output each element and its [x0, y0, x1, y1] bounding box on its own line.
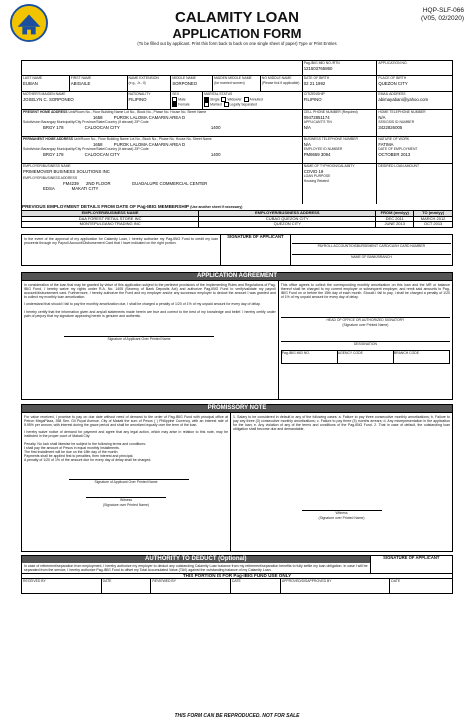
mid-number-field[interactable]: Pag-IBIG MID NO./RTN 121503765860: [303, 61, 378, 75]
mothers-maiden-name-field[interactable]: MOTHER'S MAIDEN NAME JOSELYN C. SORPONEO: [22, 92, 128, 109]
application-agreement-banner: APPLICATION AGREEMENT: [21, 272, 453, 281]
agreement-section: In consideration of the loan that may be granted by virtue of this application subject to the pertinent provisions of the Implementing Rules and Regulations of Pag-IBIG Fund, I hereby waive my rights under R.A. No. 1405 (Secrecy of Bank Deposits Act) and authorize Pag-IBIG Fund to verify/validate my payroll account/disbursement card. Furthermore, I hereby authorize the Fund and my employer and/or any successor employer to deduct the amount I was granted and to collect my monthly loan amortization. I understand that should I fail to pay the monthly amortization due, I shall be charged a penalty of 1/20 of 1% of my unpaid amount for every day of delay. I hereby certify that the information given and any/all statements made herein are true and correct to the best of my knowledge and belief. I hereby certify under pain of perjury that my signature appearing herein is genuine and authentic. Signature of Applicant Over Printed Name This office agrees to collect the corresponding monthly amortization on this loan and the MR or balance thereof shall be charged to my current employer or subsequent employer, and remit said amounts to Pag-IBIG Fund on or before the 15th day of each month. Should I fail to pay, I shall be charged a penalty of 1/20 of 1% of my unpaid amount for every day of delay. HEAD OF OFFICE OR AUTHORIZED SIGNATORY (Signature over Printed Name) DESIGNATION Pag-IBIG MID NO. AGENCY CODE BRANCH CODE: [21, 281, 453, 400]
prev-emp-address-header: EMPLOYER/BUSINESS ADDRESS: [199, 211, 376, 216]
promissory-applicant-signature-line[interactable]: [69, 471, 189, 480]
table-row[interactable]: DAA FOREST RETAIL STORE INC CUBAO QUEZON CITY DEC 2011 MARCH 2012: [22, 216, 452, 222]
authority-text: In case of retirement/separation from employment, I hereby authorize my employer to deduct any outstanding Calamity Loan balance from my retirement/separation benefits to fully settle my loan obligation. In case I will be separated from the service, I hereby authorize Pag-IBIG Fund to offset my Total Accumulated Value (TAV) against the outstanding balance of my Calamity Loan.: [24, 563, 368, 572]
marital-status-field: MARITAL STATUS Single Widow/er Annulled Married Legally Separated: [203, 92, 303, 109]
promissory-item-2: The first installment will be due on the 15th day of the month.: [24, 449, 119, 454]
agency-code-field[interactable]: AGENCY CODE: [338, 350, 394, 364]
form-header: [0, 0, 474, 58]
no-middle-name-checkbox[interactable]: NO MIDDLE NAME (Please tick if applicable): [261, 76, 303, 91]
form-code: [421, 7, 464, 23]
name-extension-field[interactable]: NAME EXTENSION (e.g., Jr., II): [128, 76, 172, 91]
payroll-account-field[interactable]: [292, 235, 451, 244]
status-legally-separated-checkbox[interactable]: [224, 102, 229, 107]
sex-field: SEX Male Female: [171, 92, 203, 109]
witness-2-signature[interactable]: Witness (Signature over Printed Name): [302, 505, 382, 520]
agreement-paragraph-2: I understand that should I fail to pay the monthly amortization due, I shall be charged a penalty of 1/20 of 1% of my unpaid amount for every day of delay.: [24, 302, 261, 307]
agreement-applicant-signature-line[interactable]: [64, 328, 214, 337]
application-number-field[interactable]: APPLICATION NO.: [378, 61, 408, 65]
form-title-line1: CALAMITY LOAN: [175, 9, 299, 26]
form-title-line2: APPLICATION FORM: [172, 26, 302, 41]
fund-use-title: THIS PORTION IS FOR Pag-IBIG FUND USE ONLY: [22, 574, 452, 580]
prev-emp-from-header: FROM (mm/yy): [376, 211, 414, 216]
applicant-signature-box[interactable]: SIGNATURE OF APPLICANT: [221, 235, 291, 265]
promissory-item-4: A penalty of 1/20 of 1% of the amount due for every day of delay shall be charged.: [24, 458, 152, 463]
prev-emp-to-header: TO (mm/yy): [422, 211, 445, 215]
promissory-paragraph-1: For value received, I promise to pay on due date without need of demand to the order of Pag-IBIG Fund with principal office at Petron MegaPlaza, 358 Sen. Gil Puyat Avenue, City of Makati the sum of Pesos ( ) Philippine Currency, with an interest rate of 5.95% per annum, with interest during the grace period and shall be amortized equally over the term of the loan.: [24, 414, 229, 427]
promissory-paragraph-3: Penalty. No lock shall likewise be subject to the following terms and conditions:: [24, 441, 146, 446]
loan-purpose-field[interactable]: LOAN PURPOSE Housing Related: [303, 174, 331, 183]
citizenship-field[interactable]: CITIZENSHIP FILIPINO: [303, 92, 378, 109]
agreement-paragraph-3: I hereby certify that the information given and any/all statements made herein are true and correct to the best of my knowledge and belief. I hereby certify under pain of perjury that my signature appearing herein is genuine and authentic.: [24, 309, 276, 318]
place-of-birth-field[interactable]: PLACE OF BIRTH QUEZON CITY: [378, 76, 408, 86]
promissory-right-text: 1. Salary to be considered in default in any of the following cases: a. Failure to pay three consecutive monthly amortizations; b. Failure to pay any three (3) consecutive monthly amortizations; c. Failure to pay three (3) months arrears; d. Any misrepresentation in the application for the loan; e. Any violation of any of the terms and conditions of the Pag-IBIG Fund. 2. That in case of default, the outstanding loan obligation shall become due and demandable.: [233, 414, 450, 432]
designation-field[interactable]: [281, 333, 450, 342]
promissory-paragraph-2: I hereby waive notice of demand for payment and agree that any legal action, which may arise in relation to this note, may be instituted in the proper court of Makati City.: [24, 430, 229, 439]
received-by-field[interactable]: RECEIVED BY: [22, 579, 102, 593]
approved-date-field[interactable]: DATE: [391, 579, 401, 584]
form-version: (V05, 02/2020): [420, 15, 464, 22]
status-annulled-checkbox[interactable]: [244, 97, 249, 102]
date-of-employment-field[interactable]: DATE OF EMPLOYMENT OCTOBER 2013: [378, 147, 418, 157]
table-row[interactable]: MONTEPULGANO TRADING INC QUEZON CITY JUNE 2013 OCT 2013: [22, 221, 452, 227]
previous-employment-section: PREVIOUS EMPLOYMENT DETAILS FROM DATE OF Pag-IBIG MEMBERSHIP (Use another sheet if necessary) EMPLOYER/BUSINESS NAME EMPLOYER/BUSINESS ADDRESS FROM (mm/yy) TO (mm/yy) DAA FOREST RETAIL STORE INC CUBAO QUEZON CITY DEC 2011 MARCH 2012 MONTEPULGANO TRADING INC QUEZON CITY JUNE 2013 OCT 2013: [21, 204, 453, 228]
email-address-field[interactable]: EMAIL ADDRESS abimayabani@yahoo.com: [378, 92, 429, 102]
branch-code-field[interactable]: BRANCH CODE: [394, 350, 450, 364]
authority-section: [21, 555, 453, 574]
fund-use-section: [21, 574, 453, 595]
authorization-text: In the event of the approval of my application for Calamity Loan, I hereby authorize my Pag-IBIG Fund to credit my loan proceeds through my Payroll Account/Disbursement Card that I have indicated on the right portion.: [22, 235, 221, 265]
employer-address-field[interactable]: EMPLOYER/BUSINESS ADDRESS FM4239 2ND FLOOR GUADALUPE COMMERCIAL CENTER EDSA MAKATI CITY: [23, 176, 208, 191]
form-code-number: HQP-SLF-066: [422, 7, 464, 14]
promissory-section: For value received, I promise to pay on due date without need of demand to the order of Pag-IBIG Fund with principal office at Petron MegaPlaza, 358 Sen. Gil Puyat Avenue, City of Makati the sum of Pesos ( ) Philippine Currency, with an interest rate of 5.95% per annum, with interest during the grace period and shall be amortized equally over the term of the loan. I hereby waive notice of demand for payment and agree that any legal action, which may arise in relation to this note, may be instituted in the proper court of Makati City. Penalty. No lock shall likewise be subject to the following terms and conditions: I shall pay the amount of Pesos in equal monthly installments. The first installment will be due on the 15th day of the month. Payments shall be applied first to penalties, then interest and principal. A penalty of 1/20 of 1% of the amount due for every day of delay shall be charged. Signature of Applicant Over Printed Name Witness (Signature over Printed Name) 1. Salary to be considered in default in any of the following cases: a. Failure to pay three consecutive monthly amortizations; b. Failure to pay any three (3) consecutive monthly amortizations; c. Failure to pay three (3) months arrears; d. Any misrepresentation in the application for the loan; e. Any violation of any of the terms and conditions of the Pag-IBIG Fund. 2. That in case of default, the outstanding loan obligation shall become due and demandable. Witness (Signature over Printed Name): [21, 413, 453, 552]
agreement-right-text: This office agrees to collect the corresponding monthly amortization on this loan and the MR or balance thereof shall be charged to my current employer or subsequent employer, and remit said amounts to Pag-IBIG Fund on or before the 15th day of each month. Should I fail to pay, I shall be charged a penalty of 1/20 of 1% of my unpaid amount for every day of delay.: [280, 282, 450, 300]
sss-gsis-field[interactable]: SSS/GSIS ID NUMBER 3422826005: [378, 120, 415, 130]
bank-branch-field[interactable]: [292, 248, 451, 255]
permanent-home-address-field[interactable]: PERMANENT HOME ADDRESS Unit/Room No., Floor Building Name Lot No., Block No., Phase No. House No. Street Name 1658 PUROK LALOMA CAMARIN AREA D Subdivision Barangay Municipality/City Province/State/Country (if abroad) ZIP Code BRGY 178 CALOOCAN CITY 1400: [22, 137, 303, 163]
promissory-note-banner: PROMISSORY NOTE: [21, 404, 453, 413]
applicant-tin-field[interactable]: APPLICANT'S TIN N/A: [303, 120, 332, 130]
promissory-item-3: Payments shall be applied first to penalties, then interest and principal.: [24, 454, 134, 459]
middle-name-field[interactable]: MIDDLE NAME SORPONEO: [171, 76, 213, 91]
promissory-item-1: I shall pay the amount of Pesos in equal monthly installments.: [24, 445, 120, 450]
typhoon-calamity-field[interactable]: NAME OF TYPHOON/CALAMITY COVID 19: [303, 164, 355, 174]
witness-1-signature[interactable]: Witness (Signature over Printed Name): [86, 492, 166, 507]
form-body: [21, 60, 453, 594]
first-name-field[interactable]: FIRST NAME ABIGAILE: [70, 76, 128, 91]
reviewed-by-field[interactable]: REVIEWED BY: [151, 579, 231, 593]
head-of-office-signature-line[interactable]: [281, 309, 450, 318]
cell-phone-field[interactable]: CELL PHONE NUMBER (Required) 09472851174: [303, 110, 358, 120]
employer-name-field[interactable]: EMPLOYER/BUSINESS NAME PRIMEMOVER BUSINESS SOLUTIONS INC: [23, 164, 110, 174]
agreement-mid-field[interactable]: Pag-IBIG MID NO.: [281, 350, 338, 364]
agreement-paragraph-1: In consideration of the loan that may be granted by virtue of this application subject to the pertinent provisions of the Implementing Rules and Regulations of Pag-IBIG Fund, I hereby waive my rights under R.A. No. 1405 (Secrecy of Bank Deposits Act) and authorize Pag-IBIG Fund to verify/validate my payroll account/disbursement card. Furthermore, I hereby authorize the Fund and my employer and/or any successor employer to deduct the amount I was granted and to collect my monthly loan amortization.: [24, 282, 276, 300]
nationality-field[interactable]: NATIONALITY FILIPINO: [128, 92, 172, 109]
nature-of-work-field[interactable]: NATURE OF WORK FATIMA: [378, 137, 410, 147]
home-telephone-field[interactable]: HOME TELEPHONE NUMBER N/A: [378, 110, 426, 120]
status-married-checkbox[interactable]: [204, 102, 209, 107]
form-instructions: (To be filled out by applicant. Print this form back to back on one single sheet of paper) Type or Print Entries: [137, 41, 337, 46]
approved-by-field[interactable]: APPROVED/DISAPPROVED BY: [281, 579, 390, 593]
present-home-address-field[interactable]: PRESENT HOME ADDRESS Unit/Room No., Floor Building Name Lot No., Block No., Phase No. House No. Street Name 1658 PUROK LALOMA CAMARIN AREA D Subdivision Barangay Municipality/City Province/State/Country (if abroad) ZIP Code BRGY 178 CALOOCAN CITY 1400: [22, 110, 303, 136]
prev-emp-name-header: EMPLOYER/BUSINESS NAME: [22, 211, 199, 216]
reviewed-date-field[interactable]: DATE: [231, 579, 281, 593]
business-telephone-field[interactable]: BUSINESS TELEPHONE NUMBER N/A: [303, 137, 358, 147]
maiden-middle-name-field[interactable]: MAIDEN MIDDLE NAME (for married women): [213, 76, 261, 91]
received-date-field[interactable]: DATE: [102, 579, 152, 593]
authorization-section: In the event of the approval of my application for Calamity Loan, I hereby authorize my Pag-IBIG Fund to credit my loan proceeds through my Payroll Account/Disbursement Card that I have indicated on the right portion. SIGNATURE OF APPLICANT PAYROLL ACCOUNT/DISBURSEMENT CARD/CASH CARD NUMBER NAME OF BANK/BRANCH: [21, 234, 453, 266]
desired-loan-amount-field[interactable]: DESIRED LOAN AMOUNT: [378, 164, 420, 168]
last-name-field[interactable]: LAST NAME EUBAN: [22, 76, 70, 91]
form-footer: THIS FORM CAN BE REPRODUCED. NOT FOR SALE: [174, 713, 300, 719]
authority-to-deduct-banner: AUTHORITY TO DEDUCT (Optional): [22, 556, 370, 563]
sex-female-checkbox[interactable]: [172, 102, 177, 107]
date-of-birth-field[interactable]: DATE OF BIRTH 02 21 1992: [303, 76, 378, 91]
authority-signature-box[interactable]: SIGNATURE OF APPLICANT: [371, 555, 453, 574]
employee-id-field[interactable]: EMPLOYEE ID NUMBER PM8659 3094: [303, 147, 343, 157]
